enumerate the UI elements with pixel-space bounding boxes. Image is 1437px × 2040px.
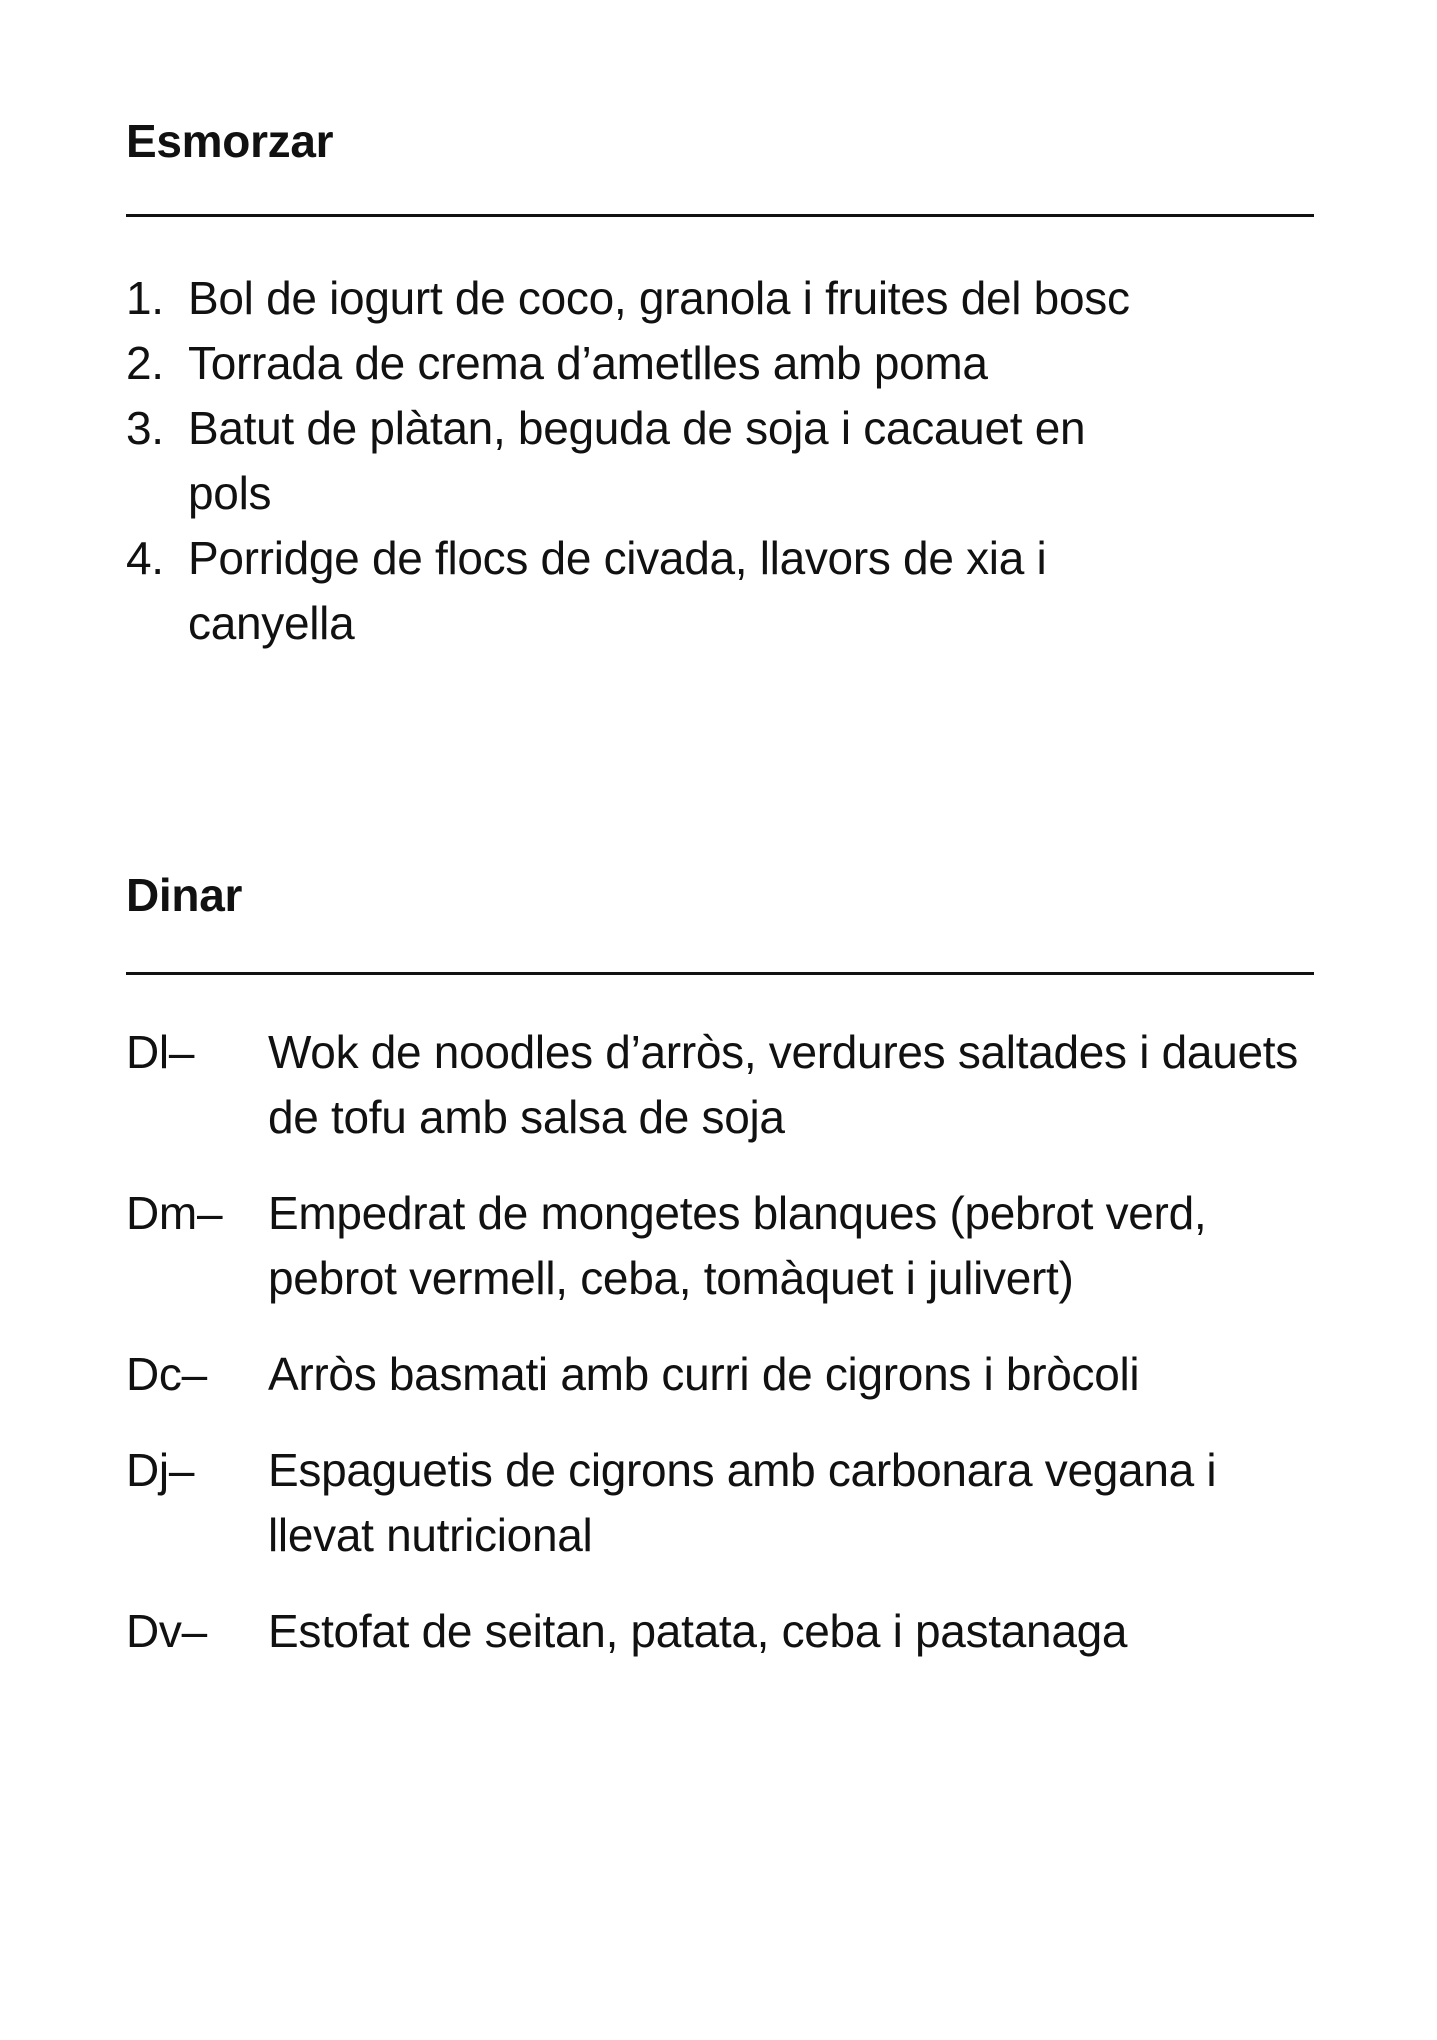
item-text: Torrada de crema d’ametlles amb poma	[188, 337, 988, 389]
list-item	[126, 1020, 1314, 1150]
item-number: 1.	[126, 272, 164, 324]
dinar-section	[126, 869, 1314, 1657]
item-number: 2.	[126, 337, 164, 389]
item-text: Arròs basmati amb curri de cigrons i bròcoli	[268, 1348, 1140, 1400]
esmorzar-divider	[126, 214, 1314, 217]
day-label: Dv–	[126, 1605, 207, 1657]
esmorzar-title: Esmorzar	[126, 115, 334, 167]
day-label: Dc–	[126, 1348, 207, 1400]
day-label: Dm–	[126, 1187, 223, 1239]
item-number: 3.	[126, 402, 164, 454]
list-item	[126, 1181, 1314, 1311]
dinar-list	[126, 1020, 1314, 1695]
item-text: Estofat de seitan, patata, ceba i pastanaga	[268, 1605, 1128, 1657]
dinar-title: Dinar	[126, 869, 243, 921]
item-text: Espaguetis de cigrons amb carbonara vegana i llevat nutricional	[268, 1444, 1217, 1561]
item-text: Batut de plàtan, beguda de soja i cacauet en pols	[188, 402, 1086, 519]
day-label: Dl–	[126, 1026, 195, 1078]
item-text: Wok de noodles d’arròs, verdures saltades i dauets de tofu amb salsa de soja	[268, 1026, 1298, 1143]
list-item	[126, 1599, 1314, 1664]
list-item	[126, 1342, 1314, 1407]
item-text: Porridge de flocs de civada, llavors de xia i canyella	[188, 532, 1047, 649]
list-item	[126, 331, 1226, 396]
item-number: 4.	[126, 532, 164, 584]
item-text: Bol de iogurt de coco, granola i fruites del bosc	[188, 272, 1130, 324]
list-item	[126, 396, 1226, 526]
list-item	[126, 1438, 1314, 1568]
list-item	[126, 526, 1226, 656]
esmorzar-section	[126, 115, 1314, 649]
dinar-divider	[126, 972, 1314, 975]
item-text: Empedrat de mongetes blanques (pebrot verd, pebrot vermell, ceba, tomàquet i julivert)	[268, 1187, 1207, 1304]
esmorzar-list	[126, 266, 1226, 656]
day-label: Dj–	[126, 1444, 195, 1496]
list-item	[126, 266, 1226, 331]
